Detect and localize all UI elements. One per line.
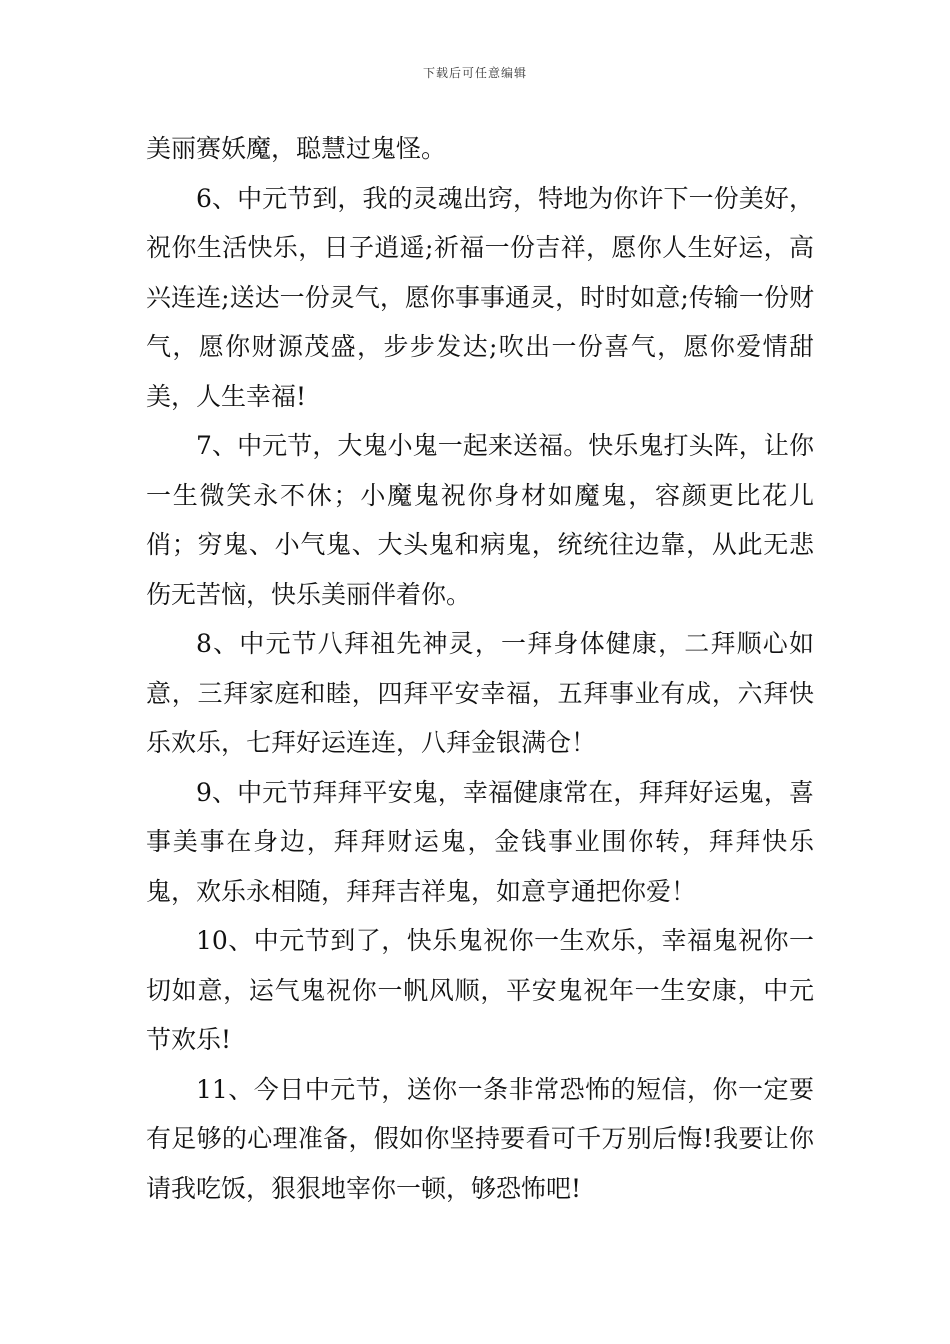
paragraph-item-10: 10、中元节到了，快乐鬼祝你一生欢乐，幸福鬼祝你一切如意，运气鬼祝你一帆风顺，平安鬼祝年一生安康，中元节欢乐!: [146, 926, 814, 1054]
paragraph-item-9: 9、中元节拜拜平安鬼，幸福健康常在，拜拜好运鬼，喜事美事在身边，拜拜财运鬼，金钱事业围你转，拜拜快乐鬼，欢乐永相随，拜拜吉祥鬼，如意亨通把你爱！: [146, 777, 814, 906]
paragraph-item-11: 11、今日中元节，送你一条非常恐怖的短信，你一定要有足够的心理准备，假如你坚持要看可千万别后悔!我要让你请我吃饭，狠狠地宰你一顿，够恐怖吧!: [146, 1074, 814, 1203]
document-body: [146, 124, 814, 1213]
paragraph-item-8: 8、中元节八拜祖先神灵，一拜身体健康，二拜顺心如意，三拜家庭和睦，四拜平安幸福，五拜事业有成，六拜快乐欢乐，七拜好运连连，八拜金银满仓！: [146, 629, 814, 757]
paragraph-item-7: 7、中元节，大鬼小鬼一起来送福。快乐鬼打头阵，让你一生微笑永不休；小魔鬼祝你身材如魔鬼，容颜更比花儿俏；穷鬼、小气鬼、大头鬼和病鬼，统统往边靠，从此无悲伤无苦恼，快乐美丽伴着你。: [146, 431, 814, 609]
paragraph-item-6: 6、中元节到，我的灵魂出窍，特地为你许下一份美好，祝你生活快乐，日子逍遥;祈福一份吉祥，愿你人生好运，高兴连连;送达一份灵气，愿你事事通灵，时时如意;传输一份财气，愿你财源茂盛，步步发达;吹出一份喜气，愿你爱情甜美，人生幸福!: [146, 183, 814, 411]
paragraph-continuation: 美丽赛妖魔，聪慧过鬼怪。: [146, 134, 447, 163]
page-header-note: 下载后可任意编辑: [422, 66, 527, 80]
